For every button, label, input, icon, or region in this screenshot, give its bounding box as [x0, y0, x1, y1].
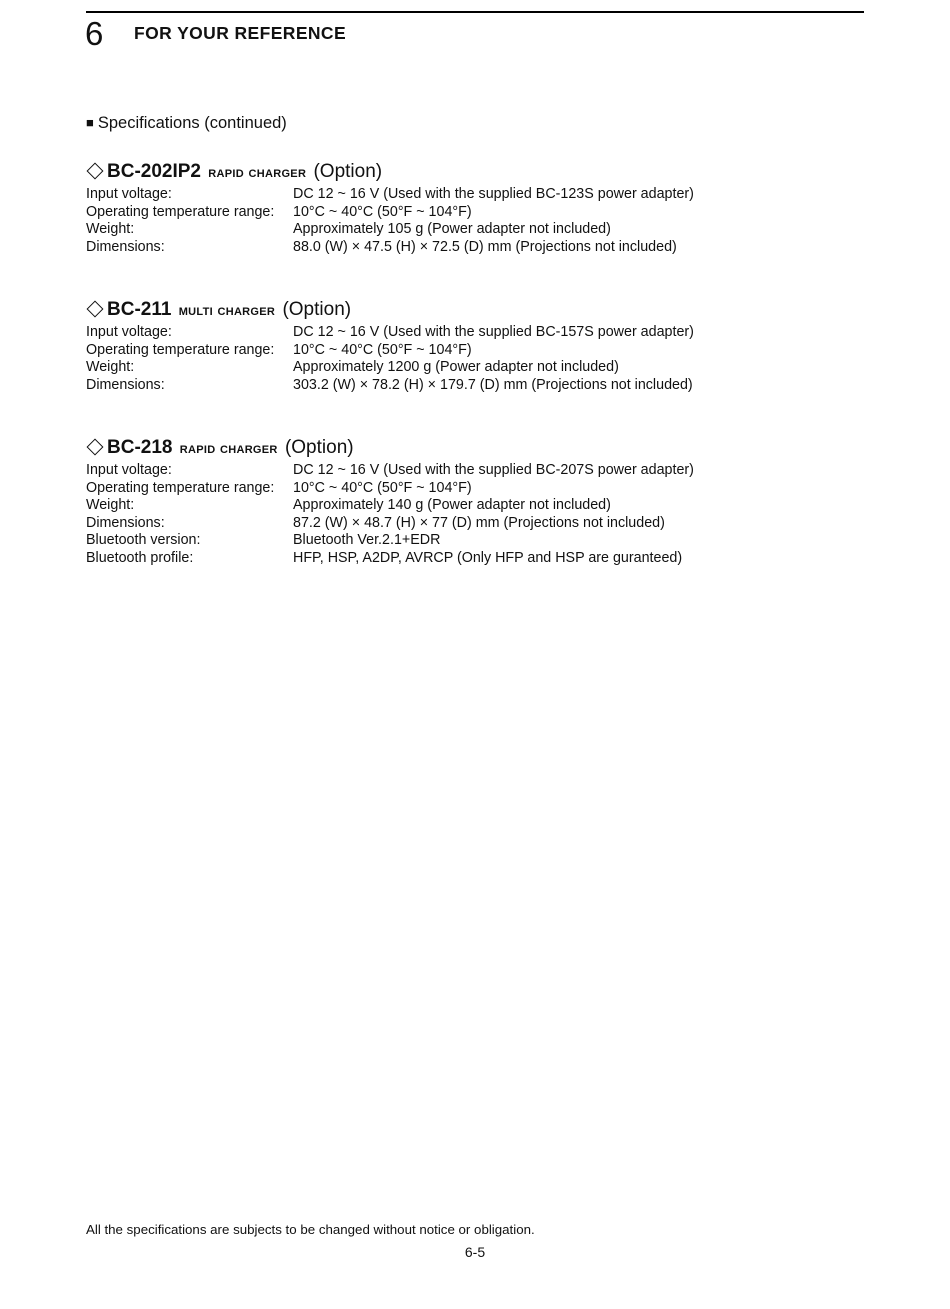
spec-row: [86, 221, 846, 239]
spec-label: Input voltage:: [86, 324, 172, 340]
spec-label: Bluetooth profile:: [86, 549, 194, 566]
option-label: (Option): [313, 161, 383, 182]
spec-value: 10°C ~ 40°C (50°F ~ 104°F): [293, 479, 472, 496]
spec-block-heading: [86, 160, 846, 184]
model-subtitle: multi charger: [178, 302, 276, 319]
spec-row: [86, 324, 846, 342]
spec-value: Bluetooth Ver.2.1+EDR: [293, 532, 441, 548]
spec-row: [86, 462, 846, 480]
spec-value: DC 12 ~ 16 V (Used with the supplied BC-123S power adapter): [293, 186, 694, 202]
section-title: [86, 114, 287, 133]
spec-label: Input voltage:: [86, 462, 172, 478]
spec-row: [86, 186, 846, 204]
spec-block-bc-218: [86, 436, 846, 567]
spec-label: Weight:: [86, 497, 135, 513]
section-title-text: Specifications (continued): [97, 114, 287, 132]
spec-value: 303.2 (W) × 78.2 (H) × 179.7 (D) mm (Projections not included): [293, 376, 693, 393]
spec-value: 87.2 (W) × 48.7 (H) × 77 (D) mm (Projections not included): [293, 514, 665, 531]
spec-value: DC 12 ~ 16 V (Used with the supplied BC-157S power adapter): [293, 324, 694, 340]
spec-row: [86, 515, 846, 533]
spec-block-bc-202ip2: [86, 160, 846, 256]
model-name: BC-202IP2: [107, 161, 201, 182]
spec-value: Approximately 140 g (Power adapter not included): [293, 497, 611, 513]
option-label: (Option): [282, 299, 352, 320]
spec-label: Operating temperature range:: [86, 341, 275, 358]
spec-label: Operating temperature range:: [86, 479, 275, 496]
spec-block-heading: [86, 436, 846, 460]
spec-label: Bluetooth version:: [86, 532, 201, 548]
spec-value: HFP, HSP, A2DP, AVRCP (Only HFP and HSP are guranteed): [293, 549, 683, 566]
spec-row: [86, 359, 846, 377]
spec-label: Operating temperature range:: [86, 203, 275, 220]
spec-row: [86, 377, 846, 395]
spec-row: [86, 342, 846, 360]
spec-row: [86, 550, 846, 568]
spec-value: 10°C ~ 40°C (50°F ~ 104°F): [293, 203, 472, 220]
model-subtitle: rapid charger: [208, 164, 307, 181]
diamond-icon: [87, 438, 104, 455]
spec-label: Input voltage:: [86, 186, 172, 202]
spec-value: 10°C ~ 40°C (50°F ~ 104°F): [293, 341, 472, 358]
chapter-number: 6: [85, 15, 104, 52]
spec-row: [86, 497, 846, 515]
model-subtitle: rapid charger: [179, 440, 278, 457]
model-name: BC-211: [107, 299, 172, 320]
spec-value: Approximately 1200 g (Power adapter not included): [293, 359, 619, 375]
spec-label: Dimensions:: [86, 376, 165, 393]
spec-block-heading: [86, 298, 846, 322]
spec-row: [86, 239, 846, 257]
spec-value: Approximately 105 g (Power adapter not included): [293, 221, 611, 237]
spec-row: [86, 480, 846, 498]
spec-label: Dimensions:: [86, 238, 165, 255]
page-number-text: 6-5: [464, 1244, 486, 1260]
spec-label: Dimensions:: [86, 514, 165, 531]
spec-label: Weight:: [86, 359, 135, 375]
spec-value: DC 12 ~ 16 V (Used with the supplied BC-207S power adapter): [293, 462, 694, 478]
spec-value: 88.0 (W) × 47.5 (H) × 72.5 (D) mm (Projections not included): [293, 238, 677, 255]
spec-row: [86, 204, 846, 222]
spec-row: [86, 532, 846, 550]
diamond-icon: [87, 300, 104, 317]
page-number: [0, 1244, 950, 1260]
footer-note: All the specifications are subjects to be changed without notice or obligation.: [86, 1222, 535, 1237]
header-rule: [86, 11, 864, 13]
spec-block-bc-211: [86, 298, 846, 394]
diamond-icon: [87, 162, 104, 179]
chapter-title: FOR YOUR REFERENCE: [134, 23, 347, 43]
square-bullet-icon: ■: [86, 115, 94, 130]
option-label: (Option): [284, 437, 354, 458]
model-name: BC-218: [107, 437, 173, 458]
spec-label: Weight:: [86, 221, 135, 237]
